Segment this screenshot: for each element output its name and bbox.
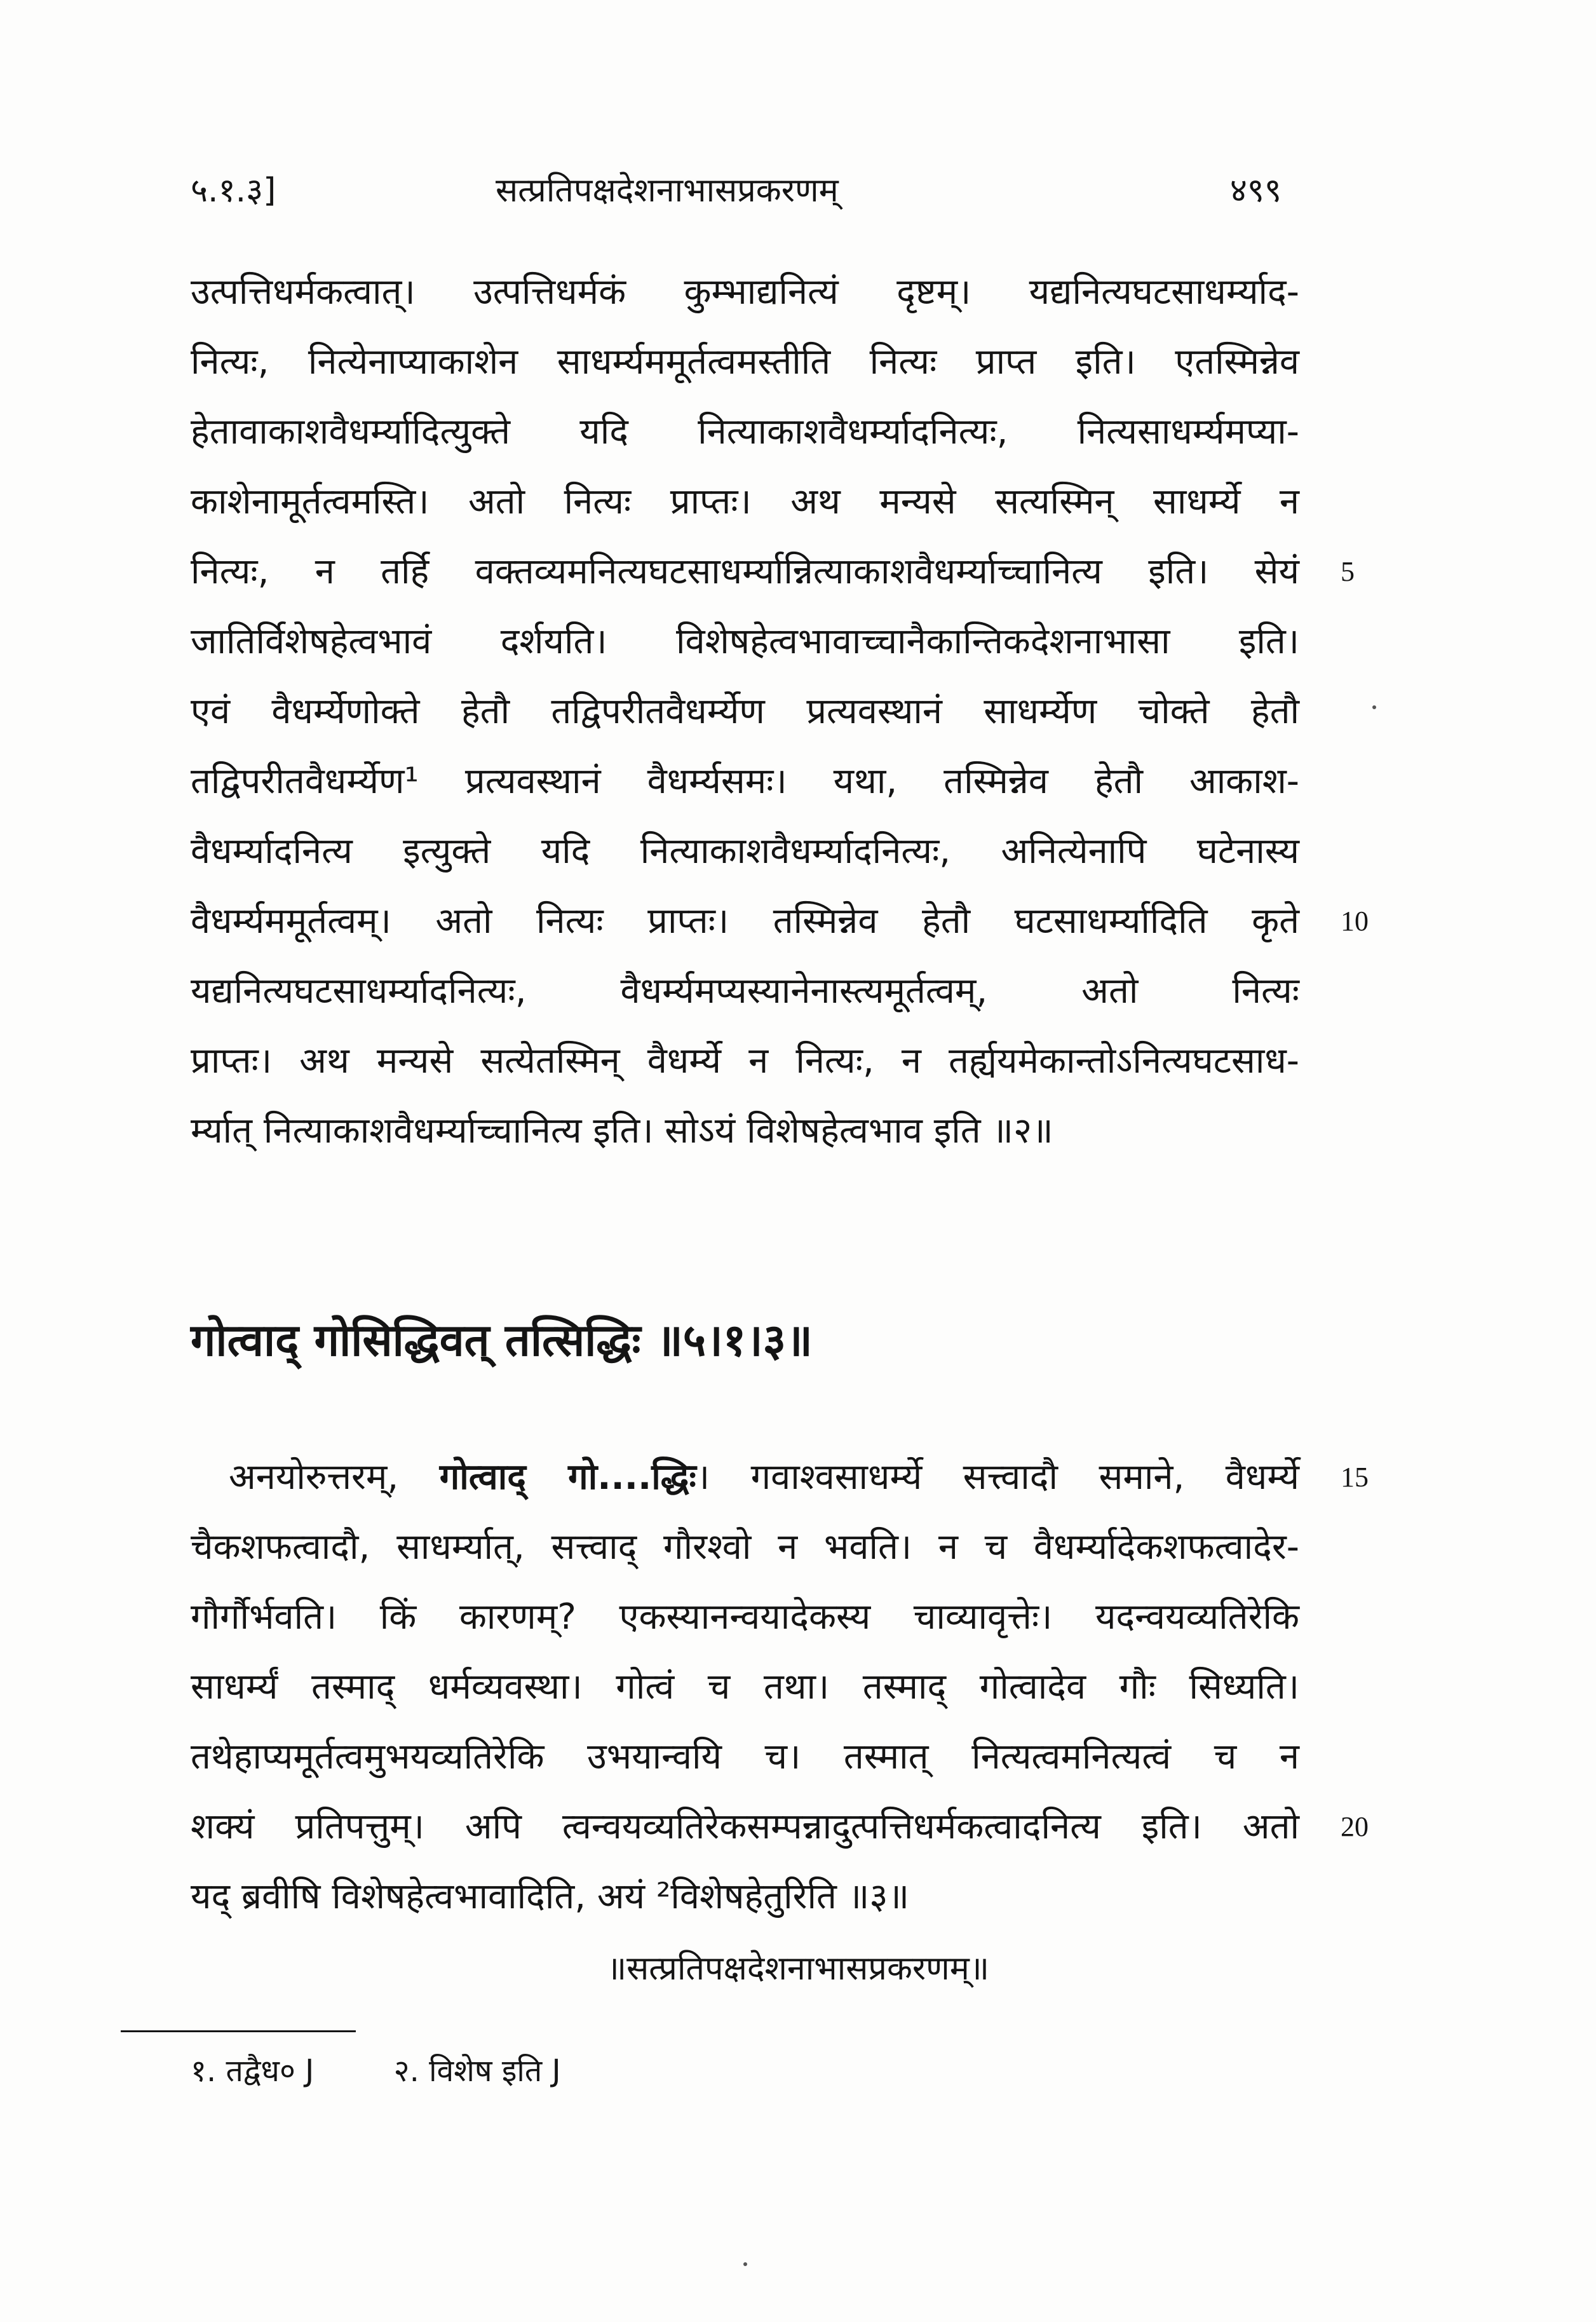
line-marker-15: 15 (1341, 1462, 1369, 1493)
line-marker-20: 20 (1341, 1811, 1369, 1842)
footnote-1: १. तद्वैध० J (191, 2053, 314, 2089)
text-line: साधर्म्यं तस्माद् धर्मव्यवस्था। गोत्वं च तथा। तस्माद् गोत्वादेव गौः सिध्यति। (191, 1666, 1299, 1708)
running-header (0, 166, 1596, 217)
text-line: प्राप्तः। अथ मन्यसे सत्येतस्मिन् वैधर्म्ये न नित्यः, न तर्ह्ययमेकान्तोऽनित्यघटसाध- (191, 1040, 1299, 1082)
text-line: वैधर्म्यादनित्य इत्युक्ते यदि नित्याकाशवैधर्म्यादनित्यः, अनित्येनापि घटेनास्य (191, 831, 1299, 872)
sutra-heading: गोत्वाद् गोसिद्धिवत् तत्सिद्धिः ॥५।१।३॥ (191, 1314, 813, 1366)
section-number: ५.१.३] (191, 172, 276, 210)
sutra-reference: गोत्वाद् गो....द्धिः (439, 1456, 696, 1498)
footnote-2: २. विशेष इति J (393, 2053, 561, 2089)
text-line: शक्यं प्रतिपत्तुम्। अपि त्वन्वयव्यतिरेकसम्पन्नादुत्पत्तिधर्मकत्वादनित्य इति। अतो (191, 1806, 1299, 1847)
text-line: तथेहाप्यमूर्तत्वमुभयव्यतिरेकि उभयान्वयि च। तस्मात् नित्यत्वमनित्यत्वं च न (191, 1736, 1299, 1777)
answer-lead: अनयोरुत्तरम्, (229, 1456, 440, 1498)
text-line: एवं वैधर्म्येणोक्ते हेतौ तद्विपरीतवैधर्म्येण प्रत्यवस्थानं साधर्म्येण चोक्ते हेतौ (191, 691, 1299, 732)
page-number: ४९९ (1229, 172, 1282, 210)
text-line: यद्यनित्यघटसाधर्म्यादनित्यः, वैधर्म्यमप्यस्यानेनास्त्यमूर्तत्वम्, अतो नित्यः (191, 970, 1299, 1012)
text-line: चैकशफत्वादौ, साधर्म्यात्, सत्त्वाद् गौरश्वो न भवति। न च वैधर्म्यादेकशफत्वादेर- (191, 1526, 1299, 1568)
footnote-rule (121, 2030, 356, 2032)
text-line: र्म्यात् नित्याकाशवैधर्म्याच्चानित्य इति। सोऽयं विशेषहेत्वभाव इति ॥२॥ (191, 1110, 1053, 1151)
colophon: ॥सत्प्रतिपक्षदेशनाभासप्रकरणम्॥ (606, 1950, 989, 1988)
line-marker-10: 10 (1341, 906, 1369, 937)
paper-speck (1372, 705, 1376, 709)
text-line: नित्यः, नित्येनाप्याकाशेन साधर्म्यममूर्तत्वमस्तीति नित्यः प्राप्त इति। एतस्मिन्नेव (191, 341, 1299, 383)
text-line: काशेनामूर्तत्वमस्ति। अतो नित्यः प्राप्तः। अथ मन्यसे सत्यस्मिन् साधर्म्ये न (191, 481, 1299, 522)
text-line: जातिर्विशेषहेत्वभावं दर्शयति। विशेषहेत्वभावाच्चानैकान्तिकदेशनाभासा इति। (191, 621, 1299, 662)
running-title: सत्प्रतिपक्षदेशनाभासप्रकरणम् (496, 172, 839, 210)
text-line: यद् ब्रवीषि विशेषहेत्वभावादिति, अयं ²विशेषहेतुरिति ॥३॥ (191, 1876, 909, 1917)
text-line: वैधर्म्यममूर्तत्वम्। अतो नित्यः प्राप्तः। तस्मिन्नेव हेतौ घटसाधर्म्यादिति कृते (191, 900, 1299, 942)
text-line: उत्पत्तिधर्मकत्वात्। उत्पत्तिधर्मकं कुम्भाद्यनित्यं दृष्टम्। यद्यनित्यघटसाधर्म्याद- (191, 271, 1299, 313)
footnotes (191, 2049, 631, 2091)
line-marker-5: 5 (1341, 556, 1355, 587)
text-line: हेतावाकाशवैधर्म्यादित्युक्ते यदि नित्याकाशवैधर्म्यादनित्यः, नित्यसाधर्म्यमप्या- (191, 411, 1299, 452)
paper-speck (743, 2262, 747, 2266)
text-line: नित्यः, न तर्हि वक्तव्यमनित्यघटसाधर्म्यान्नित्याकाशवैधर्म्याच्चानित्य इति। सेयं (191, 551, 1299, 592)
text-line (229, 1452, 1299, 1503)
answer-rest: । गवाश्वसाधर्म्ये सत्त्वादौ समाने, वैधर्म्ये (696, 1456, 1300, 1498)
text-line: गौर्गौर्भवति। किं कारणम्? एकस्यानन्वयादेकस्य चाव्यावृत्तेः। यदन्वयव्यतिरेकि (191, 1596, 1299, 1638)
text-line: तद्विपरीतवैधर्म्येण¹ प्रत्यवस्थानं वैधर्म्यसमः। यथा, तस्मिन्नेव हेतौ आकाश- (191, 761, 1299, 802)
